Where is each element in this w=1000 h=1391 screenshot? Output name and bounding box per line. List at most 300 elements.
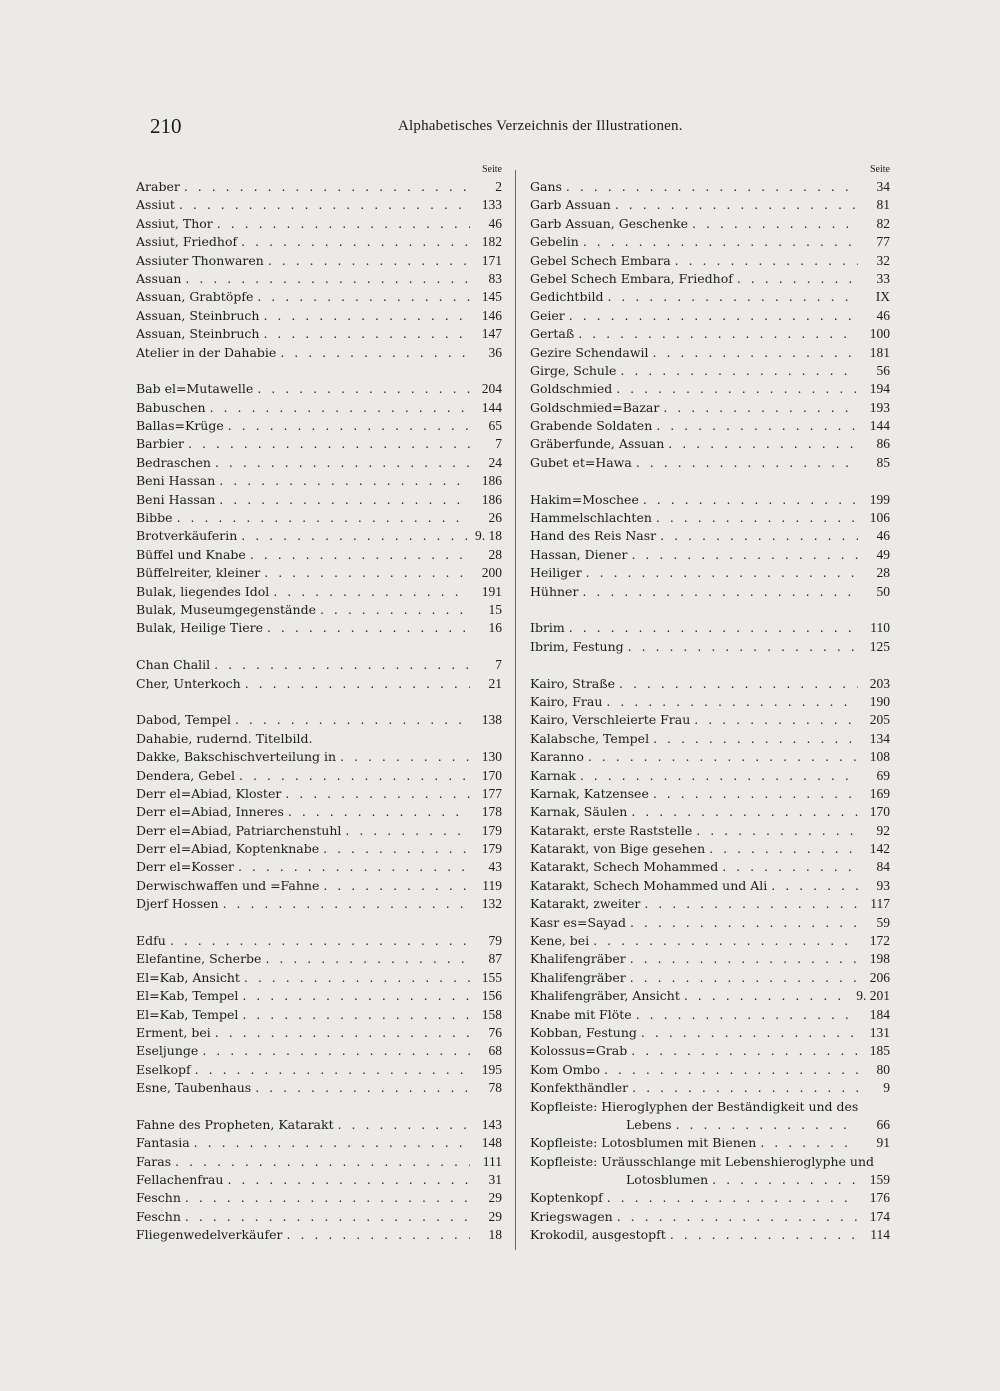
index-entry (530, 1153, 890, 1171)
index-entry (136, 840, 502, 858)
leader-dots (582, 583, 858, 601)
entry-title: Kopfleiste: Hieroglyphen der Beständigkeit und des (530, 1098, 859, 1114)
entry-title: Girge, Schule (530, 362, 617, 378)
section-gap (136, 914, 502, 932)
entry-title: Knabe mit Flöte (530, 1006, 632, 1022)
entry-page-number: 110 (870, 620, 890, 636)
leader-dots (644, 895, 858, 913)
leader-dots (215, 1024, 470, 1042)
entry-page-number: 69 (876, 767, 890, 783)
index-entry (136, 748, 502, 766)
entry-title: Bab el=Mutawelle (136, 381, 254, 397)
section-gap (530, 472, 890, 490)
index-entry (136, 675, 502, 693)
entry-page-number: 15 (488, 601, 502, 617)
leader-dots (586, 564, 858, 582)
index-entry (136, 619, 502, 637)
entry-page-number: 177 (481, 785, 502, 801)
entry-title: Hakim=Moschee (530, 491, 639, 507)
index-entry (530, 196, 890, 214)
leader-dots (617, 1208, 858, 1226)
leader-dots (630, 950, 858, 968)
entry-title: Erment, bei (136, 1024, 211, 1040)
index-entry (530, 858, 890, 876)
entry-page-number: 145 (481, 289, 502, 305)
index-entry (530, 288, 890, 306)
entry-page-number: 59 (876, 914, 890, 930)
entry-page-number: 24 (488, 454, 502, 470)
leader-dots (619, 675, 858, 693)
entry-title: Dakke, Bakschischverteilung in (136, 749, 337, 765)
leader-dots (656, 509, 858, 527)
leader-dots (288, 803, 470, 821)
index-entry (530, 638, 890, 656)
entry-title: Assiut, Friedhof (136, 234, 238, 250)
entry-title: Beni Hassan (136, 491, 216, 507)
leader-dots (616, 380, 858, 398)
index-entry (136, 803, 502, 821)
entry-page-number: 28 (876, 565, 890, 581)
entry-title: Büffelreiter, kleiner (136, 565, 261, 581)
seite-label-right: Seite (870, 164, 890, 175)
leader-dots (737, 270, 858, 288)
leader-dots (235, 711, 470, 729)
leader-dots (636, 1006, 858, 1024)
index-entry (136, 270, 502, 288)
leader-dots (569, 619, 858, 637)
entry-page-number: 87 (488, 951, 502, 967)
running-header: Alphabetisches Verzeichnis der Illustrationen. (398, 118, 683, 134)
index-entry (136, 472, 502, 490)
leader-dots (239, 767, 470, 785)
page-number: 210 (150, 114, 182, 138)
entry-page-number: 179 (481, 841, 502, 857)
entry-page-number: 7 (495, 657, 502, 673)
entry-title: Bulak, Heilige Tiere (136, 620, 263, 636)
leader-dots (760, 1134, 858, 1152)
index-entry (530, 215, 890, 233)
leader-dots (653, 730, 858, 748)
leader-dots (228, 417, 470, 435)
entry-title: Büffel und Knabe (136, 546, 246, 562)
entry-title: Chan Chalil (136, 657, 211, 673)
entry-title: Dendera, Gebel (136, 767, 236, 783)
entry-page-number: 85 (876, 454, 890, 470)
leader-dots (323, 840, 470, 858)
entry-page-number: 9. 18 (475, 528, 502, 544)
entry-title: Gans (530, 179, 562, 194)
entry-page-number: 33 (876, 270, 890, 286)
entry-title: Kobban, Festung (530, 1024, 637, 1040)
entry-page-number: 181 (869, 344, 890, 360)
index-entry (530, 950, 890, 968)
index-entry (136, 399, 502, 417)
entry-page-number: 32 (876, 252, 890, 268)
entry-title: El=Kab, Ansicht (136, 969, 240, 985)
leader-dots (268, 252, 470, 270)
index-entry (136, 877, 502, 895)
index-entry (136, 307, 502, 325)
leader-dots (194, 1134, 470, 1152)
entry-page-number: 86 (876, 436, 890, 452)
leader-dots (709, 840, 858, 858)
entry-page-number: 138 (481, 712, 502, 728)
entry-page-number: 130 (481, 749, 502, 765)
index-entry (136, 950, 502, 968)
entry-title: Derr el=Abiad, Patriarchenstuhl (136, 822, 342, 838)
entry-page-number: 29 (488, 1208, 502, 1224)
index-entry (530, 675, 890, 693)
index-entry (530, 1189, 890, 1207)
entry-title: Ibrim, Festung (530, 638, 624, 654)
index-entry (530, 509, 890, 527)
entry-page-number: 46 (488, 215, 502, 231)
entry-title: Gebel Schech Embara (530, 252, 671, 268)
leader-dots (338, 1116, 470, 1134)
index-entry (136, 1226, 502, 1244)
leader-dots (653, 344, 858, 362)
index-entry (530, 1061, 890, 1079)
index-entry (530, 987, 890, 1005)
leader-dots (177, 509, 470, 527)
entry-title: Goldschmied=Bazar (530, 399, 660, 415)
entry-page-number: 80 (876, 1061, 890, 1077)
index-entry (136, 822, 502, 840)
leader-dots (722, 858, 858, 876)
leader-dots (653, 785, 858, 803)
entry-page-number: 100 (869, 326, 890, 342)
leader-dots (285, 785, 470, 803)
entry-title: Beni Hassan (136, 473, 216, 489)
leader-dots (175, 1153, 470, 1171)
entry-title: Kairo, Verschleierte Frau (530, 712, 691, 728)
entry-page-number: 204 (481, 381, 502, 397)
leader-dots (615, 196, 858, 214)
index-entry (530, 914, 890, 932)
entry-title: Gubet et=Hawa (530, 454, 632, 470)
entry-page-number: 194 (869, 381, 890, 397)
entry-title: Koptenkopf (530, 1190, 603, 1206)
entry-page-number: 198 (869, 951, 890, 967)
entry-title: Derr el=Kosser (136, 859, 234, 875)
entry-page-number: 117 (870, 896, 890, 912)
leader-dots (656, 417, 858, 435)
entry-page-number: 143 (481, 1116, 502, 1132)
index-entry (136, 454, 502, 472)
entry-page-number: 114 (870, 1227, 890, 1243)
index-entry (136, 969, 502, 987)
leader-dots (215, 454, 470, 472)
leader-dots (280, 344, 470, 362)
index-entry (136, 895, 502, 913)
leader-dots (185, 1208, 470, 1226)
leader-dots (217, 215, 470, 233)
entry-title: Katarakt, Schech Mohammed und Ali (530, 877, 768, 893)
entry-title: Kalabsche, Tempel (530, 730, 650, 746)
section-gap (136, 693, 502, 711)
section-gap (136, 362, 502, 380)
entry-title: Gezire Schendawil (530, 344, 649, 360)
index-entry (530, 730, 890, 748)
leader-dots (345, 822, 470, 840)
leader-dots (604, 1061, 858, 1079)
entry-page-number: 34 (876, 179, 890, 194)
entry-title: Kasr es=Sayad (530, 914, 626, 930)
leader-dots (244, 969, 470, 987)
entry-title: Kene, bei (530, 933, 590, 949)
entry-page-number: 179 (481, 822, 502, 838)
index-entry (530, 803, 890, 821)
entry-page-number: 56 (876, 362, 890, 378)
index-entry (530, 1134, 890, 1152)
entry-page-number: 31 (488, 1172, 502, 1188)
leader-dots (643, 491, 858, 509)
index-entry (136, 711, 502, 729)
entry-page-number: 148 (481, 1135, 502, 1151)
entry-title: Dahabie, rudernd. Titelbild. (136, 730, 313, 746)
leader-dots (660, 527, 858, 545)
entry-page-number: 186 (481, 473, 502, 489)
index-entry (136, 1116, 502, 1134)
entry-page-number: 78 (488, 1080, 502, 1096)
entry-title: Hammelschlachten (530, 510, 652, 526)
entry-title: Kolossus=Grab (530, 1043, 628, 1059)
index-entry (136, 380, 502, 398)
section-gap (530, 601, 890, 619)
entry-title: Katarakt, von Bige gesehen (530, 841, 706, 857)
entry-page-number: 172 (869, 933, 890, 949)
entry-title: Katarakt, zweiter (530, 896, 641, 912)
entry-title: Bedraschen (136, 454, 211, 470)
entry-page-number: 26 (488, 510, 502, 526)
entry-page-number: 146 (481, 307, 502, 323)
index-entry (530, 840, 890, 858)
leader-dots (257, 288, 470, 306)
index-entry (530, 895, 890, 913)
entry-page-number: 7 (495, 436, 502, 452)
entry-title: Ballas=Krüge (136, 418, 224, 434)
entry-page-number: 66 (876, 1116, 890, 1132)
index-entry (530, 435, 890, 453)
entry-page-number: 77 (876, 234, 890, 250)
index-entry (136, 417, 502, 435)
entry-title: El=Kab, Tempel (136, 988, 239, 1004)
entry-page-number: 9. 201 (856, 988, 890, 1004)
entry-title: Djerf Hossen (136, 896, 219, 912)
index-entry (136, 730, 502, 748)
leader-dots (210, 399, 470, 417)
entry-title: Cher, Unterkoch (136, 675, 241, 691)
section-gap (136, 638, 502, 656)
entry-page-number: 186 (481, 491, 502, 507)
entry-title: Assiut, Thor (136, 215, 213, 231)
entry-page-number: 16 (488, 620, 502, 636)
index-entry (530, 491, 890, 509)
entry-title: Feschn (136, 1208, 181, 1224)
index-entry (136, 491, 502, 509)
index-entry (530, 233, 890, 251)
entry-title: Krokodil, ausgestopft (530, 1227, 666, 1243)
entry-page-number: 65 (488, 418, 502, 434)
entry-page-number: 111 (482, 1153, 502, 1169)
index-entry (136, 344, 502, 362)
entry-page-number: 29 (488, 1190, 502, 1206)
entry-title: Fliegenwedelverkäufer (136, 1227, 283, 1243)
index-entry (530, 178, 890, 196)
index-entry (530, 252, 890, 270)
entry-title: Khalifengräber, Ansicht (530, 988, 680, 1004)
index-entry (136, 196, 502, 214)
entry-title: Bibbe (136, 510, 173, 526)
leader-dots (242, 987, 470, 1005)
entry-title: Fellachenfrau (136, 1172, 224, 1188)
leader-dots (255, 1079, 470, 1097)
entry-page-number: 2 (495, 179, 502, 194)
index-entry (136, 527, 502, 545)
leader-dots (620, 362, 858, 380)
entry-page-number: 21 (488, 675, 502, 691)
entry-title: Grabende Soldaten (530, 418, 653, 434)
entry-title: Eselkopf (136, 1061, 191, 1077)
index-entry (530, 767, 890, 785)
entry-title: Karanno (530, 749, 584, 765)
leader-dots (170, 932, 470, 950)
index-entry (530, 1079, 890, 1097)
index-entry (530, 969, 890, 987)
index-entry (530, 417, 890, 435)
entry-title: Elefantine, Scherbe (136, 951, 262, 967)
entry-title: Karnak (530, 767, 576, 783)
entry-title: Dabod, Tempel (136, 712, 231, 728)
index-column-left (136, 162, 502, 1245)
leader-dots (219, 472, 470, 490)
leader-dots (188, 435, 470, 453)
entry-page-number: 131 (869, 1024, 890, 1040)
leader-dots (214, 656, 470, 674)
entry-page-number: 46 (876, 528, 890, 544)
entry-page-number: 49 (876, 546, 890, 562)
leader-dots (628, 638, 858, 656)
entry-page-number: 119 (482, 877, 502, 893)
entry-title: Karnak, Katzensee (530, 785, 649, 801)
entry-title: Gertaß (530, 326, 575, 342)
entry-title: Fantasia (136, 1135, 190, 1151)
entry-page-number: 46 (876, 307, 890, 323)
entry-title: Babuschen (136, 399, 206, 415)
entry-title: Hassan, Diener (530, 546, 628, 562)
entry-page-number: 205 (869, 712, 890, 728)
entry-page-number: 193 (869, 399, 890, 415)
index-entry (136, 1171, 502, 1189)
entry-title: Assuan (136, 270, 182, 286)
entry-title: Kriegswagen (530, 1208, 613, 1224)
entry-title: Kopfleiste: Lotosblumen mit Bienen (530, 1135, 757, 1151)
entry-page-number: 93 (876, 877, 890, 893)
entry-title: Araber (136, 179, 180, 194)
entry-page-number: 195 (481, 1061, 502, 1077)
leader-dots (630, 914, 858, 932)
entry-title: Garb Assuan (530, 197, 611, 213)
entry-title: Konfekthändler (530, 1080, 629, 1096)
entry-page-number: 184 (869, 1006, 890, 1022)
entry-title: Khalifengräber (530, 951, 626, 967)
index-list-right (530, 178, 890, 1245)
entry-page-number: 36 (488, 344, 502, 360)
entry-page-number: 155 (481, 969, 502, 985)
index-entry (530, 362, 890, 380)
entry-page-number: 82 (876, 215, 890, 231)
entry-page-number: 170 (481, 767, 502, 783)
index-entry (136, 767, 502, 785)
entry-title: Geier (530, 307, 565, 323)
entry-page-number: 28 (488, 546, 502, 562)
entry-title: Katarakt, erste Raststelle (530, 822, 693, 838)
index-entry (530, 1042, 890, 1060)
entry-page-number: 79 (488, 933, 502, 949)
entry-page-number: 106 (869, 510, 890, 526)
leader-dots (569, 307, 858, 325)
entry-page-number: 156 (481, 988, 502, 1004)
entry-title: Bulak, liegendes Idol (136, 583, 270, 599)
index-entry (136, 1079, 502, 1097)
entry-title: Gebelin (530, 234, 579, 250)
index-entry (530, 1171, 890, 1189)
entry-page-number: 108 (869, 749, 890, 765)
entry-title: Gräberfunde, Assuan (530, 436, 665, 452)
entry-page-number: 191 (481, 583, 502, 599)
entry-page-number: 142 (869, 841, 890, 857)
entry-title: Atelier in der Dahabie (136, 344, 277, 360)
entry-title: Assuan, Grabtöpfe (136, 289, 254, 305)
leader-dots (223, 895, 470, 913)
leader-dots (263, 307, 470, 325)
index-entry (530, 399, 890, 417)
entry-page-number: 169 (869, 785, 890, 801)
index-entry (136, 178, 502, 196)
entry-page-number: 182 (481, 234, 502, 250)
index-entry (530, 711, 890, 729)
index-entry (530, 785, 890, 803)
index-entry (136, 656, 502, 674)
leader-dots (227, 1171, 470, 1189)
entry-page-number: IX (875, 289, 890, 305)
index-list-left (136, 178, 502, 1245)
entry-page-number: 200 (481, 565, 502, 581)
index-entry (136, 932, 502, 950)
leader-dots (675, 252, 858, 270)
entry-title: Khalifengräber (530, 969, 626, 985)
index-entry (136, 564, 502, 582)
index-entry (530, 307, 890, 325)
leader-dots (264, 564, 470, 582)
entry-title: Ibrim (530, 620, 565, 636)
leader-dots (273, 583, 470, 601)
leader-dots (263, 325, 470, 343)
leader-dots (241, 527, 470, 545)
index-entry (136, 1208, 502, 1226)
entry-page-number: 81 (876, 197, 890, 213)
entry-page-number: 50 (876, 583, 890, 599)
leader-dots (242, 1006, 470, 1024)
index-entry (136, 325, 502, 343)
leader-dots (323, 877, 470, 895)
leader-dots (630, 969, 858, 987)
entry-page-number: 170 (869, 804, 890, 820)
entry-page-number: 206 (869, 969, 890, 985)
leader-dots (257, 380, 470, 398)
index-entry (530, 619, 890, 637)
entry-title: Assuan, Steinbruch (136, 326, 260, 342)
